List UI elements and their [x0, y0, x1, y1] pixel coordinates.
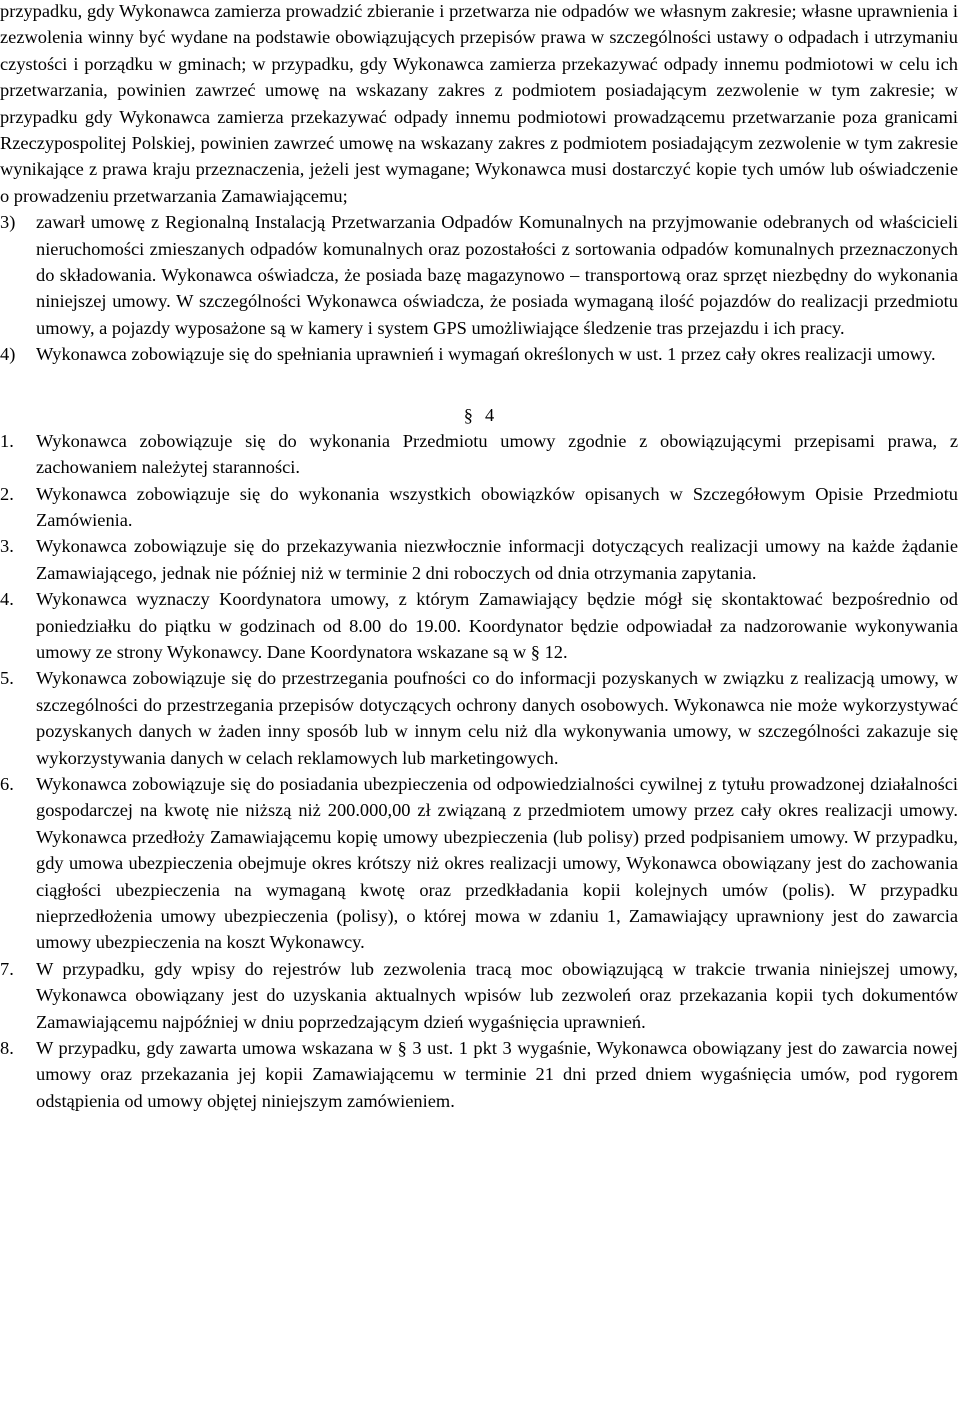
list-item-number: 6.	[0, 773, 14, 794]
section-symbol: §	[463, 404, 473, 425]
list-item-text: Wykonawca zobowiązuje się do przestrzegania poufności co do informacji pozyskanych w związku z realizacją umowy, w szczególności do przestrzegania przepisów dotyczących ochrony danych osobowych. Wykonawca nie może wykorzystywać pozyskanych danych w żaden inny sposób lub w innym celu niż dla wykonywania umowy, w szczególności zakazuje się wykorzystywania danych w celach reklamowych lub marketingowych.	[36, 668, 958, 768]
list-item	[0, 1035, 958, 1114]
list-item-text: Wykonawca zobowiązuje się do posiadania ubezpieczenia od odpowiedzialności cywilnej z tytułu prowadzonej działalności gospodarczej na kwotę nie niższą niż 200.000,00 zł związaną z przedmiotem umowy przez cały okres realizacji umowy. Wykonawca przedłoży Zamawiającemu kopię umowy ubezpieczenia (lub polisy) przed podpisaniem umowy. W przypadku, gdy umowa ubezpieczenia obejmuje okres krótszy niż okres realizacji umowy, Wykonawca obowiązany jest do zachowania ciągłości ubezpieczenia na wymaganą kwotę oraz przedkładania kopii kolejnych umów (polis). W przypadku nieprzedłożenia umowy ubezpieczenia (polisy), o której mowa w zdaniu 1, Zamawiający uprawniony jest do zawarcia umowy ubezpieczenia na koszt Wykonawcy.	[36, 773, 958, 953]
list-item	[0, 956, 958, 1035]
list-item-number: 5.	[0, 668, 14, 689]
list-item-number: 7.	[0, 958, 14, 979]
list-a	[0, 209, 958, 367]
section-heading	[0, 402, 958, 428]
list-item	[0, 533, 958, 586]
list-item-text: zawarł umowę z Regionalną Instalacją Przetwarzania Odpadów Komunalnych na przyjmowanie odebranych od właścicieli nieruchomości zmieszanych odpadów komunalnych oraz pozostałości z sortowania odpadów komunalnych przeznaczonych do składowania. Wykonawca oświadcza, że posiada bazę magazynowo – transportową oraz sprzęt niezbędny do wykonania niniejszej umowy. W szczególności Wykonawca oświadcza, że posiada wymaganą ilość pojazdów do realizacji przedmiotu umowy, a pojazdy wyposażone są w kamery i system GPS umożliwiające śledzenie tras przejazdu i ich pracy.	[36, 212, 958, 338]
list-item-number: 1.	[0, 430, 14, 451]
intro-paragraph: przypadku, gdy Wykonawca zamierza prowadzić zbieranie i przetwarza nie odpadów we własnym zakresie; własne uprawnienia i zezwolenia winny być wydane na podstawie obowiązujących przepisów prawa w szczególności ustawy o odpadach i utrzymaniu czystości i porządku w gminach; w przypadku, gdy Wykonawca zamierza przekazywać odpady innemu podmiotowi w celu ich przetwarzania, powinien zawrzeć umowę na wskazany zakres z podmiotem posiadającym zezwolenie w tym zakresie; w przypadku gdy Wykonawca zamierza przekazywać odpady innemu podmiotowi prowadzącemu przetwarzanie poza granicami Rzeczypospolitej Polskiej, powinien zawrzeć umowę na wskazany zakres z podmiotem posiadającym zezwolenie w tym zakresie wynikające z prawa kraju przeznaczenia, jeżeli jest wymagane; Wykonawca musi dostarczyć kopie tych umów lub oświadczenie o prowadzeniu przetwarzania Zamawiającemu;	[0, 1, 958, 206]
list-item-number: 3)	[0, 212, 16, 233]
list-item-text: W przypadku, gdy wpisy do rejestrów lub zezwolenia tracą moc obowiązującą w trakcie trwania niniejszej umowy, Wykonawca obowiązany jest do uzyskania aktualnych wpisów lub zezwoleń oraz przekazania kopii tych dokumentów Zamawiającemu najpóźniej w dniu poprzedzającym dzień wygaśnięcia uprawnień.	[36, 958, 958, 1032]
list-item-text: Wykonawca zobowiązuje się do wykonania wszystkich obowiązków opisanych w Szczegółowym Opisie Przedmiotu Zamówienia.	[36, 483, 958, 530]
list-item-number: 4)	[0, 344, 16, 365]
list-item	[0, 341, 958, 367]
list-item	[0, 586, 958, 665]
list-item-text: Wykonawca zobowiązuje się do wykonania Przedmiotu umowy zgodnie z obowiązującymi przepisami prawa, z zachowaniem należytej staranności.	[36, 430, 958, 478]
list-item-number: 4.	[0, 589, 14, 610]
list-item	[0, 665, 958, 771]
list-item-text: Wykonawca zobowiązuje się do spełniania uprawnień i wymagań określonych w ust. 1 przez cały okres realizacji umowy.	[36, 344, 936, 365]
list-item-text: W przypadku, gdy zawarta umowa wskazana w § 3 ust. 1 pkt 3 wygaśnie, Wykonawca obowiązany jest do zawarcia nowej umowy oraz przekazania jej kopii Zamawiającemu w terminie 21 dni przed dniem wygaśnięcia umów, pod rygorem odstąpienia od umowy objętej niniejszym zamówieniem.	[36, 1038, 958, 1111]
list-item-text: Wykonawca wyznaczy Koordynatora umowy, z którym Zamawiający będzie mógł się skontaktować bezpośrednio od poniedziałku do piątku w godzinach od 8.00 do 19.00. Koordynator będzie odpowiadał za nadzorowanie wykonywania umowy ze strony Wykonawcy. Dane Koordynatora wskazane są w § 12.	[36, 589, 958, 662]
list-item-number: 3.	[0, 536, 14, 557]
section-spacer	[0, 368, 958, 402]
list-item	[0, 771, 958, 956]
list-b	[0, 428, 958, 1115]
list-item-text: Wykonawca zobowiązuje się do przekazywania niezwłocznie informacji dotyczących realizacji umowy na każde żądanie Zamawiającego, jednak nie później niż w terminie 2 dni roboczych od dnia otrzymania zapytania.	[36, 536, 958, 583]
list-item	[0, 209, 958, 341]
section-number: 4	[485, 404, 495, 425]
list-item	[0, 428, 958, 481]
list-item	[0, 481, 958, 534]
list-item-number: 8.	[0, 1038, 14, 1059]
list-item-number: 2.	[0, 483, 14, 504]
